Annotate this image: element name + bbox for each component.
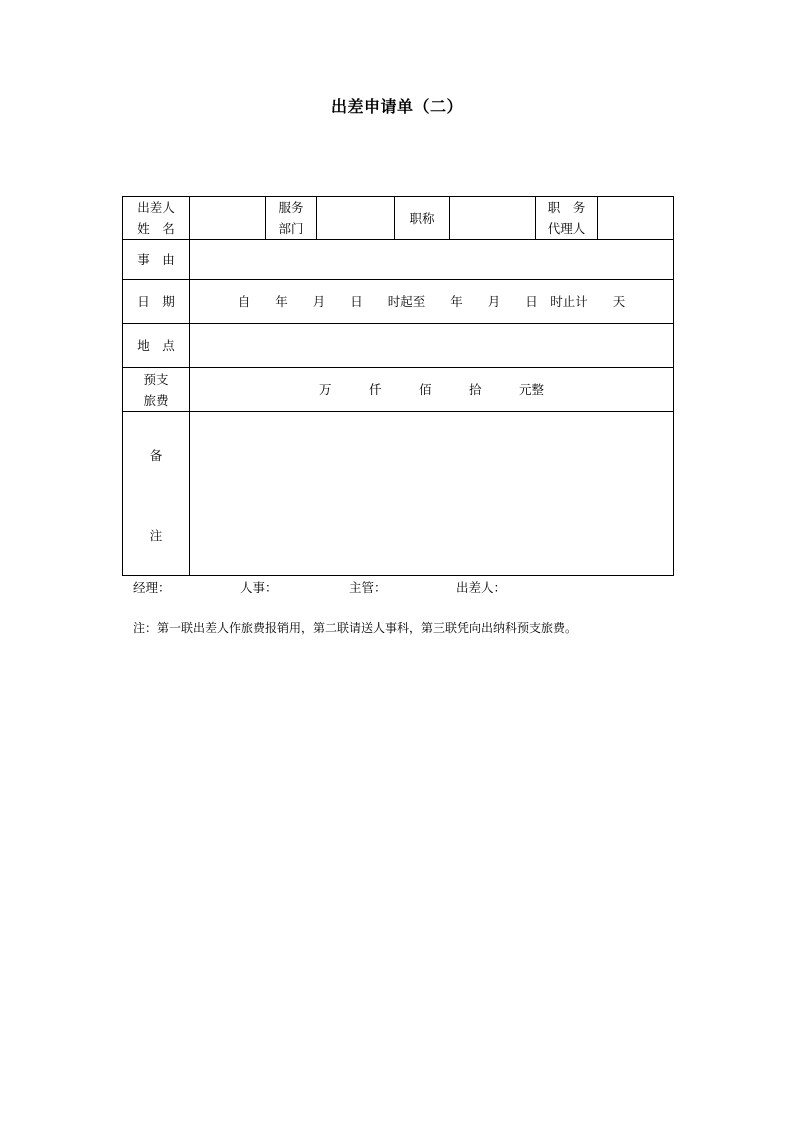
reason-field[interactable] [190, 240, 674, 280]
traveler-name-label-line1: 出差人 [137, 200, 175, 215]
row-advance [123, 368, 674, 412]
page-title: 出差申请单（二） [330, 97, 463, 116]
date-label: 日 期 [123, 280, 190, 324]
place-label: 地 点 [123, 324, 190, 368]
duty-agent-label-line1: 职 务 [547, 200, 586, 215]
department-label-line2: 部门 [278, 221, 304, 236]
travel-request-form [122, 196, 674, 576]
job-title-field[interactable] [450, 197, 536, 240]
row-traveler-info [123, 197, 674, 240]
department-label-line1: 服务 [278, 200, 304, 215]
footnote: 注：第一联出差人作旅费报销用，第二联请送人事科，第三联凭向出纳科预支旅费。 [133, 621, 578, 635]
traveler-name-label [123, 197, 190, 240]
traveler-signature-label: 出差人： [456, 580, 507, 595]
duty-agent-label-line2: 代理人 [547, 221, 586, 236]
job-title-label: 职称 [395, 197, 450, 240]
date-template-text: 自 年 月 日 时起至 年 月 日 时止计 天 [237, 294, 626, 309]
remarks-label [123, 412, 190, 576]
duty-agent-label [536, 197, 598, 240]
advance-amount-field[interactable] [190, 368, 674, 412]
remarks-field[interactable] [190, 412, 674, 576]
place-field[interactable] [190, 324, 674, 368]
row-date [123, 280, 674, 324]
manager-signature-label: 经理： [133, 580, 171, 595]
hr-signature-label: 人事： [240, 580, 278, 595]
advance-amount-template: 万 仟 佰 拾 元整 [318, 382, 544, 397]
row-remarks [123, 412, 674, 576]
remarks-label-bottom: 注 [149, 528, 163, 543]
department-field[interactable] [317, 197, 395, 240]
traveler-name-field[interactable] [190, 197, 266, 240]
advance-label-line2: 旅费 [143, 392, 169, 408]
reason-label: 事 由 [123, 240, 190, 280]
advance-label-line1: 预支 [143, 371, 169, 387]
advance-label [123, 368, 190, 412]
row-place [123, 324, 674, 368]
remarks-label-top: 备 [149, 448, 163, 463]
row-reason [123, 240, 674, 280]
date-field[interactable] [190, 280, 674, 324]
duty-agent-field[interactable] [598, 197, 674, 240]
department-label [266, 197, 317, 240]
traveler-name-label-line2: 姓 名 [137, 221, 175, 236]
supervisor-signature-label: 主管： [349, 580, 387, 595]
